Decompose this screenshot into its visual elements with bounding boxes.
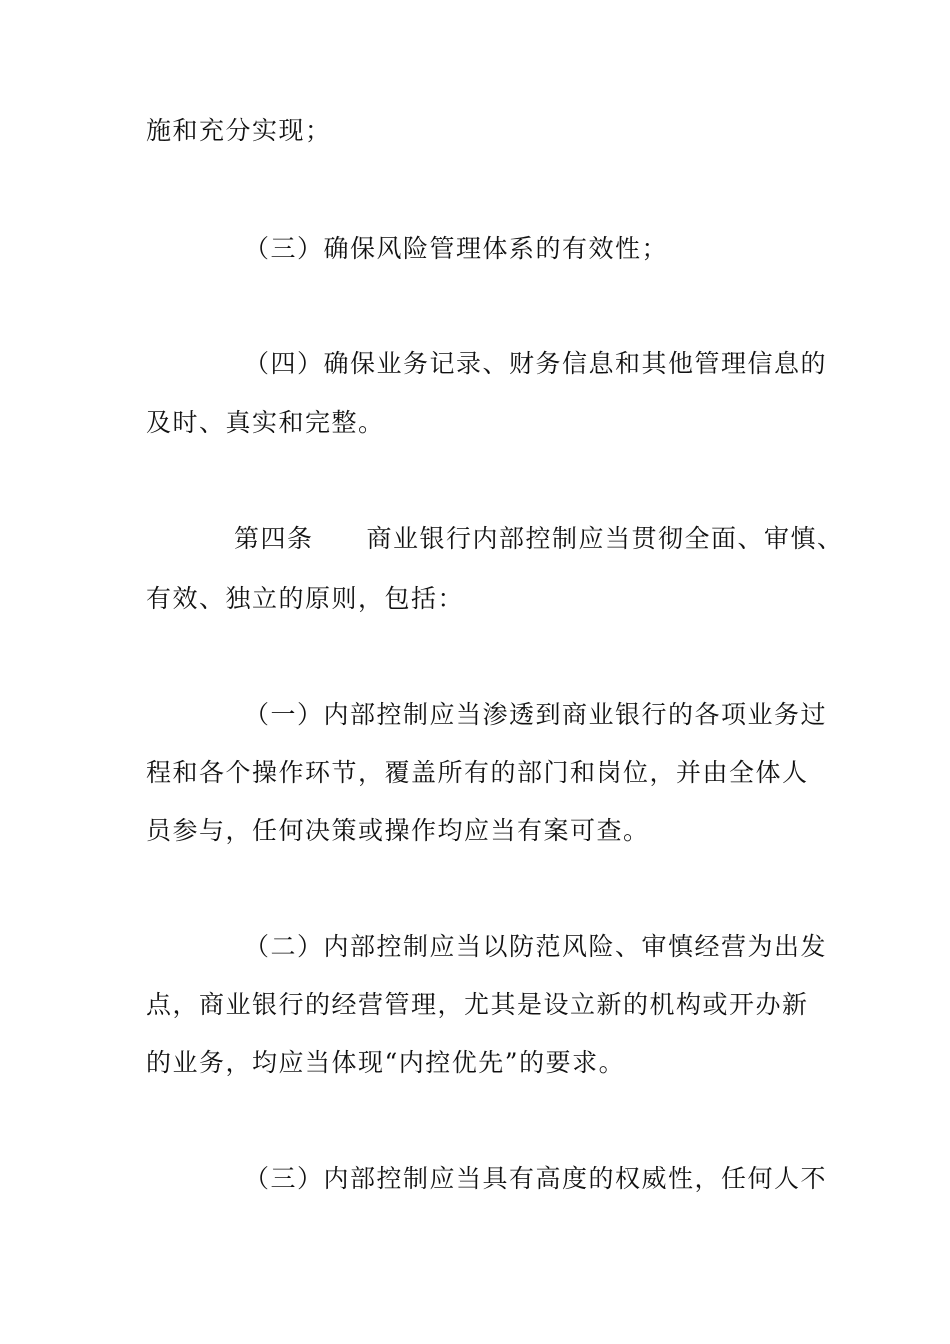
paragraph-line: 员参与，任何决策或操作均应当有案可查。 xyxy=(146,816,650,845)
paragraph-line: 有效、独立的原则，包括： xyxy=(146,584,465,613)
list-item-line: （四）确保业务记录、财务信息和其他管理信息的 xyxy=(244,349,828,378)
paragraph-line: 程和各个操作环节，覆盖所有的部门和岗位，并由全体人 xyxy=(146,758,809,787)
list-item-line: （二）内部控制应当以防范风险、审慎经营为出发 xyxy=(244,932,828,961)
paragraph-line: 施和充分实现； xyxy=(146,116,332,145)
list-item-line: （三）确保风险管理体系的有效性； xyxy=(244,234,669,263)
list-item-line: （三）内部控制应当具有高度的权威性，任何人不 xyxy=(244,1164,828,1193)
paragraph-line: 及时、真实和完整。 xyxy=(146,408,385,437)
paragraph-line: 点，商业银行的经营管理，尤其是设立新的机构或开办新 xyxy=(146,990,809,1019)
paragraph-line: 的业务，均应当体现“内控优先”的要求。 xyxy=(146,1048,626,1077)
article-heading-line: 第四条 商业银行内部控制应当贯彻全面、审慎、 xyxy=(234,524,844,553)
list-item-line: （一）内部控制应当渗透到商业银行的各项业务过 xyxy=(244,700,828,729)
